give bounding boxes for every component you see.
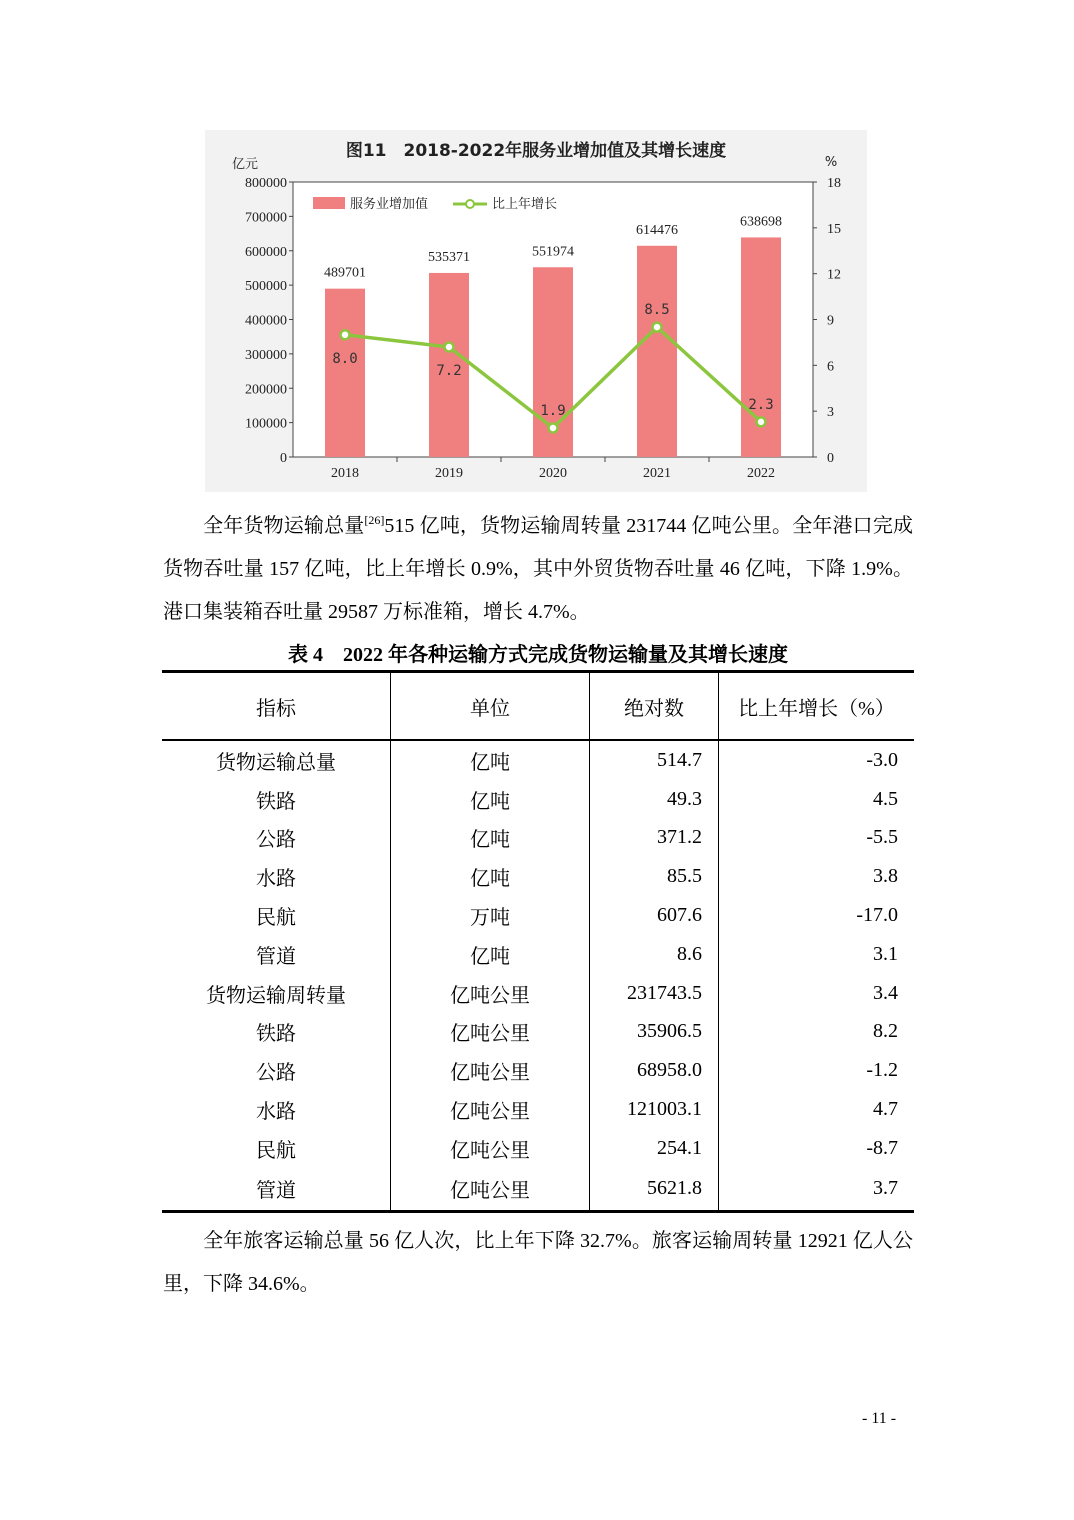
right-tick-label: 15: [827, 221, 841, 237]
cell-indicator: 铁路: [162, 1013, 391, 1052]
cell-growth: -8.7: [866, 1136, 898, 1159]
growth-point-label: 1.9: [540, 402, 566, 419]
table-row: [162, 935, 914, 974]
growth-point-label: 2.3: [748, 396, 774, 413]
table-row: [162, 1051, 914, 1090]
cell-absolute: 371.2: [590, 819, 719, 858]
header-absolute: 绝对数: [590, 672, 719, 741]
left-tick-label: 800000: [245, 176, 287, 191]
cell-absolute: 8.6: [590, 935, 719, 974]
table-row: [162, 740, 914, 780]
cell-absolute: 607.6: [590, 896, 719, 935]
cell-growth: 3.4: [873, 981, 898, 1004]
cell-absolute: 68958.0: [590, 1051, 719, 1090]
cell-absolute: 5621.8: [590, 1168, 719, 1212]
cell-indicator: 管道: [162, 1168, 391, 1212]
legend-line-label: 比上年增长: [492, 197, 558, 212]
x-tick-label: 2020: [539, 466, 567, 481]
paragraph1-text-a: 全年货物运输总量: [203, 515, 365, 537]
x-tick-label: 2018: [331, 466, 359, 481]
cell-indicator: 公路: [162, 819, 391, 858]
left-tick-label: 200000: [245, 382, 287, 398]
right-tick-label: 6: [827, 359, 834, 375]
bar-value-label: 551974: [532, 244, 574, 260]
table-row: [162, 857, 914, 896]
table-header-row: [162, 672, 914, 741]
cell-growth: -17.0: [856, 904, 898, 927]
cell-indicator: 管道: [162, 935, 391, 974]
cell-unit: 亿吨公里: [391, 1090, 590, 1129]
right-tick-label: 9: [827, 313, 834, 329]
cell-unit: 亿吨: [391, 780, 590, 819]
cell-indicator: 水路: [162, 857, 391, 896]
left-tick-label: 300000: [245, 347, 287, 363]
left-tick-label: 500000: [245, 279, 287, 295]
paragraph1-text-b: 515 亿吨，货物运输周转量 231744 亿吨公里。全年港口完成货物吞吐量 157 亿吨，比上年增长 0.9%，其中外贸货物吞吐量 46 亿吨，下降 1.9%。港口集装箱吞吐量 29587 万标准箱，增长 4.7%。: [163, 515, 913, 623]
page-number: - 11 -: [862, 1410, 897, 1427]
cell-indicator: 铁路: [162, 780, 391, 819]
left-axis-unit: 亿元: [231, 157, 259, 172]
cell-growth: 4.7: [873, 1098, 898, 1121]
table-row: [162, 1168, 914, 1212]
bar-value-label: 535371: [428, 249, 470, 265]
cell-growth: 4.5: [873, 787, 898, 810]
cell-absolute: 254.1: [590, 1129, 719, 1168]
cell-indicator: 货物运输周转量: [162, 974, 391, 1013]
cell-unit: 亿吨: [391, 819, 590, 858]
left-tick-label: 600000: [245, 244, 287, 260]
cell-absolute: 231743.5: [590, 974, 719, 1013]
cell-unit: 亿吨公里: [391, 1168, 590, 1212]
right-tick-label: 3: [827, 405, 834, 421]
cell-growth: 8.2: [873, 1020, 898, 1043]
cell-growth: -3.0: [866, 748, 898, 771]
legend-line-marker: [466, 200, 474, 208]
x-tick-label: 2021: [643, 466, 671, 481]
right-tick-label: 18: [827, 176, 841, 191]
cell-growth: -1.2: [866, 1059, 898, 1082]
plot-area: [245, 176, 841, 481]
cell-growth: 3.8: [873, 865, 898, 888]
cell-absolute: 35906.5: [590, 1013, 719, 1052]
freight-transport-table: [162, 670, 914, 1213]
cell-indicator: 公路: [162, 1051, 391, 1090]
cell-unit: 亿吨公里: [391, 1013, 590, 1052]
cell-absolute: 49.3: [590, 780, 719, 819]
table-row: [162, 974, 914, 1013]
cell-unit: 万吨: [391, 896, 590, 935]
growth-point: [445, 343, 454, 352]
chart-title: 图11 2018-2022年服务业增加值及其增长速度: [345, 141, 727, 161]
cell-absolute: 85.5: [590, 857, 719, 896]
table-row: [162, 1090, 914, 1129]
service-industry-chart: [205, 130, 867, 492]
cell-unit: 亿吨公里: [391, 974, 590, 1013]
header-unit: 单位: [391, 672, 590, 741]
cell-unit: 亿吨: [391, 935, 590, 974]
paragraph2-text: 全年旅客运输总量 56 亿人次，比上年下降 32.7%。旅客运输周转量 12921 亿人公里，下降 34.6%。: [163, 1230, 913, 1295]
right-axis-unit: %: [824, 155, 838, 170]
left-tick-label: 100000: [245, 416, 287, 432]
cell-growth: 3.1: [873, 942, 898, 965]
table-row: [162, 780, 914, 819]
x-tick-label: 2019: [435, 466, 463, 481]
table-row: [162, 819, 914, 858]
growth-point-label: 7.2: [436, 363, 462, 379]
cell-unit: 亿吨: [391, 857, 590, 896]
right-tick-label: 0: [827, 451, 834, 466]
left-tick-label: 700000: [245, 210, 287, 226]
growth-point: [653, 323, 662, 332]
growth-point-label: 8.0: [332, 350, 358, 367]
cell-absolute: 514.7: [590, 740, 719, 780]
cell-indicator: 民航: [162, 1129, 391, 1168]
bar: [637, 246, 677, 457]
cell-growth: -5.5: [866, 826, 898, 849]
paragraph-freight-summary: [163, 505, 913, 634]
left-tick-label: 0: [280, 451, 287, 466]
cell-indicator: 货物运输总量: [162, 740, 391, 780]
bar-value-label: 638698: [740, 214, 782, 230]
bar: [325, 289, 365, 457]
x-tick-label: 2022: [747, 466, 775, 481]
bar-value-label: 489701: [324, 265, 366, 281]
chart-svg: [205, 130, 867, 492]
growth-point: [757, 417, 766, 426]
cell-unit: 亿吨: [391, 740, 590, 780]
right-tick-label: 12: [827, 267, 841, 283]
left-tick-label: 400000: [245, 313, 287, 329]
cell-indicator: 水路: [162, 1090, 391, 1129]
bar-value-label: 614476: [636, 222, 678, 238]
header-growth: 比上年增长（%）: [719, 672, 915, 741]
paragraph-passenger-summary: [163, 1220, 913, 1306]
table-row: [162, 896, 914, 935]
growth-point: [341, 330, 350, 339]
cell-growth: 3.7: [719, 1168, 915, 1212]
growth-point: [549, 423, 558, 432]
cell-absolute: 121003.1: [590, 1090, 719, 1129]
footnote-ref[interactable]: [26]: [364, 513, 385, 527]
table-row: [162, 1129, 914, 1168]
table-row: [162, 1013, 914, 1052]
cell-unit: 亿吨公里: [391, 1129, 590, 1168]
header-indicator: 指标: [162, 672, 391, 741]
growth-point-label: 8.5: [644, 302, 670, 319]
table-body: [162, 740, 914, 1211]
cell-indicator: 民航: [162, 896, 391, 935]
legend-bar-swatch: [313, 197, 345, 209]
legend-bar-label: 服务业增加值: [350, 197, 429, 212]
cell-unit: 亿吨公里: [391, 1051, 590, 1090]
table-title: 表 4 2022 年各种运输方式完成货物运输量及其增长速度: [288, 644, 788, 666]
